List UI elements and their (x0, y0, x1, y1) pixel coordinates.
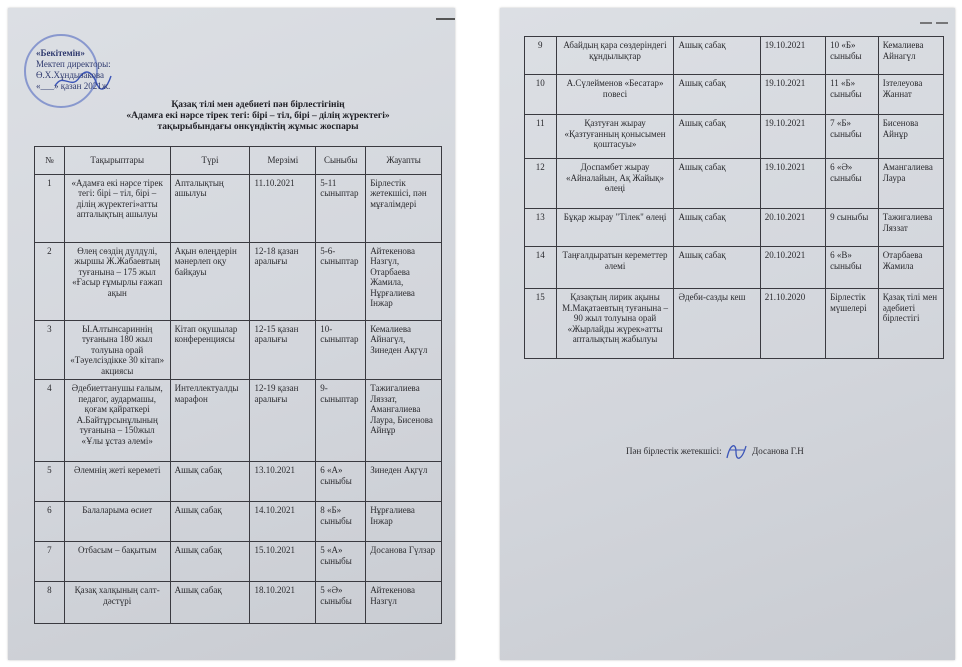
row-type: Ақын өлеңдерін мәнерлеп оқу байқауы (170, 242, 250, 320)
signature-line (626, 440, 804, 462)
signature-name: Досанова Г.Н (752, 446, 804, 456)
row-class: 11 «Б» сыныбы (826, 75, 879, 115)
row-type: Кітап оқушылар конференциясы (170, 320, 250, 380)
row-class: Бірлестік мүшелері (826, 289, 879, 359)
row-topic: Таңғалдыратын кереметтер әлемі (556, 247, 674, 289)
row-type: Әдеби-сазды кеш (674, 289, 760, 359)
title-line-1: Қазақ тілі мен әдебиеті пән бірлестігінің (171, 100, 345, 110)
pen-mark (436, 18, 455, 20)
row-number: 1 (35, 174, 65, 242)
header-class: Сыныбы (316, 147, 366, 175)
row-topic: Әдебиеттанушы ғалым, педагог, аудармашы, қоғам қайраткері А.Байтұрсынұлының туғанына – 150жыл «Ұлы ұстаз әлемі» (64, 380, 170, 462)
row-date: 12-18 қазан аралығы (250, 242, 316, 320)
approval-line-1: «Бекітемін» (36, 48, 85, 58)
row-date: 14.10.2021 (250, 502, 316, 542)
row-type: Ашық сабақ (674, 37, 760, 75)
table-row (35, 320, 442, 380)
table-row (35, 582, 442, 624)
row-date: 19.10.2021 (760, 159, 825, 209)
row-type: Интеллектуалды марафон (170, 380, 250, 462)
row-number: 10 (525, 75, 557, 115)
row-date: 12-19 қазан аралығы (250, 380, 316, 462)
row-responsible: Қазақ тілі мен әдебиеті бірлестігі (878, 289, 943, 359)
pen-mark (920, 20, 950, 26)
header-topic: Тақырыптары (64, 147, 170, 175)
row-topic: Қазақ халқының салт-дәстүрі (64, 582, 170, 624)
table-row (525, 247, 944, 289)
row-class: 9-сыныптар (316, 380, 366, 462)
row-responsible: Бірлестік жетекшісі, пән мұғалімдері (366, 174, 442, 242)
row-class: 9 сыныбы (826, 209, 879, 247)
row-number: 4 (35, 380, 65, 462)
row-number: 8 (35, 582, 65, 624)
row-responsible: Нұрғалиева Інжар (366, 502, 442, 542)
document-title (68, 100, 448, 133)
row-class: 5 «А» сыныбы (316, 542, 366, 582)
row-topic: Доспамбет жырау «Айналайын, Ақ Жайық» өлеңі (556, 159, 674, 209)
table-row (35, 174, 442, 242)
row-number: 15 (525, 289, 557, 359)
title-line-2: «Адамға екі нәрсе тірек тегі: бірі – тіл, бірі – ділің жүректегі» (126, 111, 390, 121)
row-responsible: Тажигалиева Ляззат, Амангалиева Лаура, Бисенова Айнұр (366, 380, 442, 462)
row-topic: «Адамға екі нәрсе тірек тегі: бірі – тіл, бірі – ділің жүректегі»атты апталықтың ашылуы (64, 174, 170, 242)
row-date: 20.10.2021 (760, 247, 825, 289)
row-responsible: Кемалиева Айнагүл, Зинеден Ақгүл (366, 320, 442, 380)
approval-line-2: Мектеп директоры: (36, 59, 111, 69)
table-row (35, 462, 442, 502)
plan-table-left (34, 146, 442, 624)
approval-line-4: «___» қазан 2021ж. (36, 81, 111, 91)
row-topic: Бұқар жырау "Тілек" өлеңі (556, 209, 674, 247)
row-class: 8 «Б» сыныбы (316, 502, 366, 542)
header-responsible: Жауапты (366, 147, 442, 175)
row-number: 5 (35, 462, 65, 502)
row-class: 10-сыныптар (316, 320, 366, 380)
table-row (35, 502, 442, 542)
header-type: Түрі (170, 147, 250, 175)
row-date: 19.10.2021 (760, 115, 825, 159)
approval-line-3: Ө.Х.Хұндызакова (36, 70, 105, 80)
row-type: Ашық сабақ (170, 542, 250, 582)
row-class: 5-6-сыныптар (316, 242, 366, 320)
table-row (525, 289, 944, 359)
row-type: Ашық сабақ (674, 115, 760, 159)
table-row (525, 209, 944, 247)
row-responsible: Зинеден Ақгүл (366, 462, 442, 502)
row-topic: Әлемнің жеті кереметі (64, 462, 170, 502)
row-date: 19.10.2021 (760, 75, 825, 115)
row-responsible: Айтекенова Назгүл, Отарбаева Жамила, Нұрғалиева Інжар (366, 242, 442, 320)
row-class: 6 «В» сыныбы (826, 247, 879, 289)
row-class: 7 «Б» сыныбы (826, 115, 879, 159)
row-number: 12 (525, 159, 557, 209)
row-class: 6 «Ә» сыныбы (826, 159, 879, 209)
table-header-row (35, 147, 442, 175)
row-date: 18.10.2021 (250, 582, 316, 624)
row-date: 11.10.2021 (250, 174, 316, 242)
table-row (35, 542, 442, 582)
row-class: 5-11 сыныптар (316, 174, 366, 242)
document-page-left (8, 8, 455, 660)
signature-label: Пән бірлестік жетекшісі: (626, 446, 722, 456)
approval-block (36, 48, 111, 92)
row-type: Ашық сабақ (674, 247, 760, 289)
plan-table-right (524, 36, 944, 359)
row-topic: Балаларыма өсиет (64, 502, 170, 542)
document-page-right (500, 8, 955, 660)
row-date: 12-15 қазан аралығы (250, 320, 316, 380)
row-topic: Қазтуған жырау «Қазтуғанның қонысымен қоштасуы» (556, 115, 674, 159)
row-number: 3 (35, 320, 65, 380)
row-date: 21.10.2020 (760, 289, 825, 359)
table-row (35, 380, 442, 462)
row-topic: Өлең сөздің дүлдүлі, жыршы Ж.Жабаевтың туғанына – 175 жыл «Ғасыр ғұмырлы ғажап ақын (64, 242, 170, 320)
table-row (35, 242, 442, 320)
row-topic: Қазақтың лирик ақыны М.Мақатаевтың туғанына – 90 жыл толуына орай «Жырлайды жүрек»атты апталықтың жабылуы (556, 289, 674, 359)
title-line-3: тақырыбындағы онкүндіктің жұмыс жоспары (157, 122, 359, 132)
row-type: Ашық сабақ (170, 502, 250, 542)
row-type: Ашық сабақ (170, 462, 250, 502)
row-number: 13 (525, 209, 557, 247)
header-date: Мерзімі (250, 147, 316, 175)
row-responsible: Ізтелеуова Жаннат (878, 75, 943, 115)
row-number: 11 (525, 115, 557, 159)
row-type: Ашық сабақ (674, 75, 760, 115)
row-type: Ашық сабақ (674, 209, 760, 247)
row-number: 14 (525, 247, 557, 289)
row-responsible: Досанова Гүлзар (366, 542, 442, 582)
row-number: 7 (35, 542, 65, 582)
table-row (525, 159, 944, 209)
signature-icon (724, 440, 750, 462)
row-type: Апталықтың ашылуы (170, 174, 250, 242)
row-date: 19.10.2021 (760, 37, 825, 75)
row-responsible: Амангалиева Лаура (878, 159, 943, 209)
table-row (525, 115, 944, 159)
row-type: Ашық сабақ (674, 159, 760, 209)
row-number: 9 (525, 37, 557, 75)
row-type: Ашық сабақ (170, 582, 250, 624)
row-responsible: Отарбаева Жамила (878, 247, 943, 289)
row-date: 13.10.2021 (250, 462, 316, 502)
row-topic: Отбасым – бақытым (64, 542, 170, 582)
row-date: 20.10.2021 (760, 209, 825, 247)
table-row (525, 37, 944, 75)
row-class: 10 «Б» сыныбы (826, 37, 879, 75)
row-topic: А.Сүлейменов «Бесатар» повесі (556, 75, 674, 115)
row-responsible: Айтекенова Назгүл (366, 582, 442, 624)
row-responsible: Бисенова Айнұр (878, 115, 943, 159)
row-responsible: Кемалиева Айнагүл (878, 37, 943, 75)
row-topic: Ы.Алтынсариннің туғанына 180 жыл толуына орай «Тәуелсіздікке 30 кітап» акциясы (64, 320, 170, 380)
row-topic: Абайдың қара сөздеріндегі құндылықтар (556, 37, 674, 75)
row-responsible: Тажигалиева Ляззат (878, 209, 943, 247)
header-number: № (35, 147, 65, 175)
row-number: 2 (35, 242, 65, 320)
row-date: 15.10.2021 (250, 542, 316, 582)
row-class: 5 «Ә» сыныбы (316, 582, 366, 624)
row-number: 6 (35, 502, 65, 542)
row-class: 6 «А» сыныбы (316, 462, 366, 502)
table-row (525, 75, 944, 115)
